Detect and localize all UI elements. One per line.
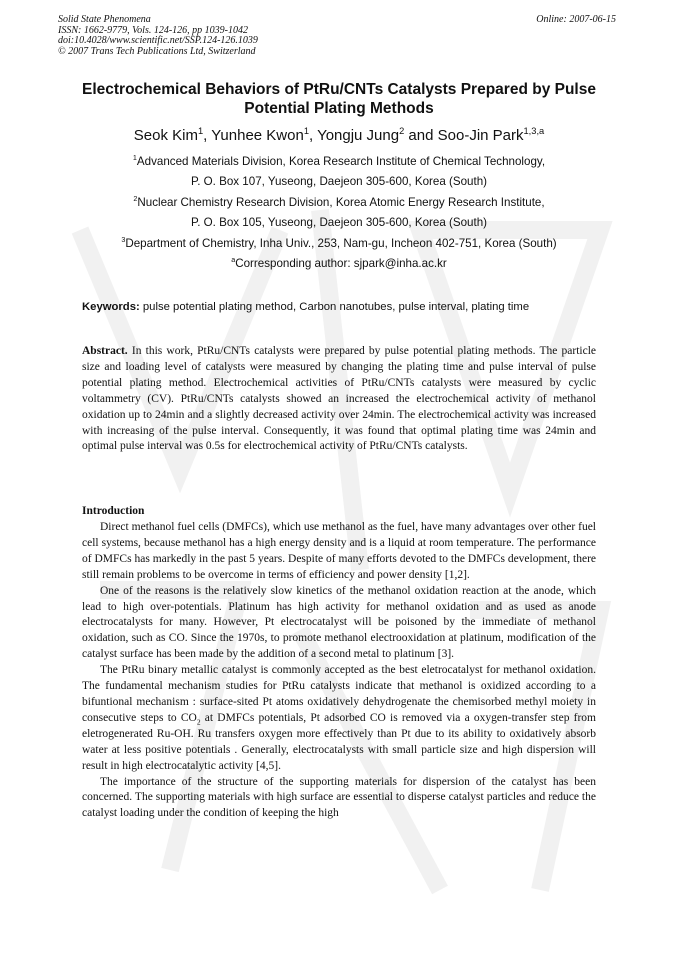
affiliation-block <box>82 152 596 274</box>
journal-header <box>58 15 616 57</box>
author-name: Soo-Jin Park <box>437 127 524 144</box>
author-sup: 1 <box>197 126 204 136</box>
abstract-text: In this work, PtRu/CNTs catalysts were prepared by pulse potential plating methods. The particle size and loading level of catalysts were measured by changing the plating time and pulse interval of pulse potential plating method. Electrochemical activities of PtRu/CNTs catalysts were measured by cyclic voltammetry (CV). PtRu/CNTs catalysts showed an increased the electrochemical activity of methanol oxidation up to 24min and a slightly decreased activity over 24min. The electrochemical activity was increased with increasing of the pulse interval. Consequently, it was found that optimal plating time was 24min and optimal pulse interval was 0.5s for electrochemical activity of PtRu/CNTs catalysts. <box>82 345 596 453</box>
introduction-heading: Introduction <box>82 505 145 517</box>
author-sup: 1,3,a <box>523 126 545 136</box>
doi-line: doi:10.4028/www.scientific.net/SSP.124-126.1039 <box>58 35 258 46</box>
keywords <box>82 301 596 313</box>
paragraph: One of the reasons is the relatively slow kinetics of the methanol oxidation reaction at the anode, which lead to high over-potentials. Platinum has high activity for methanol oxidation and as used as anode electrocatalysts for many. However, Pt electrocatalyst will be poisoned by the immediate of methanol oxidation, such as CO. Since the 1970s, to promote methanol electrooxidation at platinum, modification of the catalyst surface has been made by the addition of a second metal to platinum [3]. <box>82 584 596 661</box>
paragraph: The importance of the structure of the supporting materials for dispersion of the catalyst has been concerned. The supporting materials with high surface are essential to disperse catalyst particles and reduce the catalyst loading under the condition of keeping the high <box>82 775 596 820</box>
copyright-line: © 2007 Trans Tech Publications Ltd, Switzerland <box>58 45 256 57</box>
abstract-label: Abstract. <box>82 345 128 357</box>
keywords-label: Keywords: <box>82 301 140 313</box>
keywords-text: pulse potential plating method, Carbon nanotubes, pulse interval, plating time <box>139 301 530 313</box>
author-name: Seok Kim <box>133 127 198 144</box>
affiliation-3: $^3$Department of Chemistry, Inha Univ., 253, Nam-gu, Incheon 402-751, Korea (South) <box>121 234 557 250</box>
author-sup: 1 <box>303 126 309 136</box>
author-sup: 2 <box>399 126 405 136</box>
abstract <box>82 344 596 455</box>
paper-title: Electrochemical Behaviors of PtRu/CNTs Catalysts Prepared by Pulse Potential Plating Methods <box>82 81 596 117</box>
corresponding-author: $^a$Corresponding author: sjpark@inha.ac.kr <box>231 255 447 271</box>
paragraph: Direct methanol fuel cells (DMFCs), which use methanol as the fuel, have many advantages over other fuel cell systems, because methanol has a high energy density and is a liquid at room temperature. The performance of DMFCs has markedly in the past 5 years. Despite of many efforts devoted to the DMFCs development, there still remain problems to be overcome in terms of efficiency and power density [1,2]. <box>82 521 596 581</box>
issn-line: ISSN: 1662-9779, Vols. 124-126, pp 1039-1042 <box>58 24 248 36</box>
introduction-body <box>82 520 596 822</box>
journal-name: Solid State Phenomena <box>58 14 151 25</box>
author-name: Yongju Jung <box>317 127 400 144</box>
affiliation-1-address: P. O. Box 107, Yuseong, Daejeon 305-600, Korea (South) <box>190 175 488 189</box>
affiliation-2: $^2$Nuclear Chemistry Research Division, Korea Atomic Energy Research Institute, <box>133 193 545 209</box>
paragraph: The PtRu binary metallic catalyst is commonly accepted as the best eletrocatalyst for methanol oxidation. The fundamental mechanism studies for PtRu catalysts indicate that methanol is oxidized according to a bifuntional mechanism : surface-sited Pt atoms oxidatively dehydrogenate the chemisorbed methyl moiety in consecutive steps to $CO_2$ at DMFCs potentials, Pt adsorbed CO is removed via a oxygen-transfer step from eletrogenerated Ru-OH. Ru transfers oxygen more effectively than Pt due to its ability to oxidatively absorb water at less positive potentials . Generally, electrocatalysts with small particle size and high dispersion will result in high electrocatalytic activity [4,5]. <box>82 664 597 772</box>
online-date: Online: 2007-06-15 <box>536 14 616 25</box>
affiliation-2-address: P. O. Box 105, Yuseong, Daejeon 305-600, Korea (South) <box>190 216 488 230</box>
author-list: Seok Kim$^1$, Yunhee Kwon$^1$, Yongju Jung$^2$ and Soo-Jin Park$^{1,3,a}$ <box>133 126 545 144</box>
author-name: Yunhee Kwon <box>211 127 304 144</box>
affiliation-1: $^1$Advanced Materials Division, Korea Research Institute of Chemical Technology, <box>132 153 546 168</box>
